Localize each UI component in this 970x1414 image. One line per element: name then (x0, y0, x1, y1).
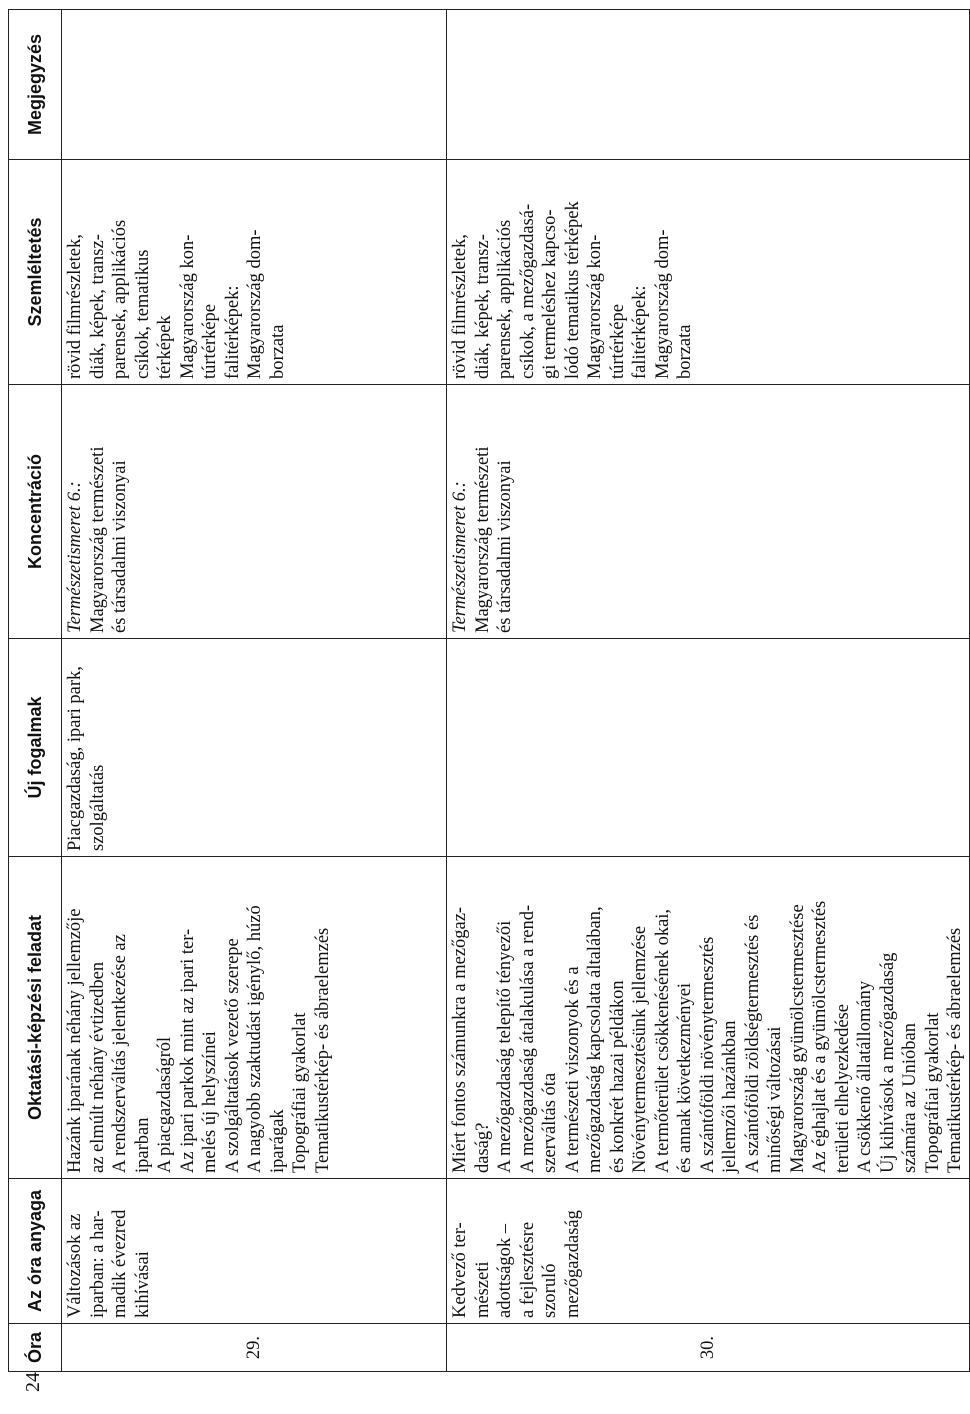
cell-line: Új kihívások a mezőgazdaság (877, 952, 898, 1173)
header-ora: Óra (9, 1324, 62, 1372)
cell-line: Magyarország dom- (245, 229, 265, 379)
cell-line: A piacgazdaságról (155, 1036, 175, 1173)
cell-line: diák, képek, transz- (472, 234, 493, 379)
cell-line: borzata (675, 324, 695, 379)
szemleltetes-cell (62, 160, 447, 385)
feladat-cell (447, 857, 970, 1179)
cell-line: A szántóföldi zöldségtermesztés és (742, 914, 763, 1173)
cell-line: a fejlesztésre (517, 1221, 538, 1318)
cell-line: Magyarország természeti (472, 446, 493, 633)
cell-line: mészeti (472, 1261, 493, 1318)
anyag-cell (447, 1179, 970, 1324)
cell-line: gi termeléshez kapcso- (540, 209, 560, 379)
cell-line: az elmúlt néhány évtizedben (87, 961, 108, 1173)
cell-line: melés új helyszínei (200, 1031, 220, 1173)
cell-line: Magyarország kon- (585, 234, 605, 379)
cell-line: számára az Unióban (900, 1023, 920, 1173)
koncentracio-cell (447, 385, 970, 639)
cell-line: A mezőgazdaság átalakulása a rend- (517, 904, 538, 1173)
header-megjegyzes: Megjegyzés (9, 10, 62, 160)
cell-line: A szántóföldi növénytermesztés (697, 936, 718, 1173)
cell-line: adottságok – (495, 1223, 515, 1318)
cell-line: térképek (155, 315, 175, 379)
cell-line: A rendszerváltás jelentkezése az (110, 934, 130, 1173)
cell-line: madik évezred (110, 1209, 130, 1318)
cell-line: iparban: a har- (87, 1210, 108, 1318)
header-feladat: Oktatási-képzési feladat (9, 857, 62, 1179)
cell-line: Hazánk iparának néhány jellemzője (65, 908, 85, 1173)
cell-line: iparágak (267, 1109, 288, 1173)
cell-line: daság? (472, 1122, 493, 1173)
cell-line: A mezőgazdaság telepítő tényezői (495, 920, 515, 1173)
cell-line: és konkrét hazai példákon (607, 980, 628, 1173)
cell-line: szerváltás óta (540, 1072, 560, 1173)
rotated-table-container (8, 10, 965, 1372)
cell-line: A természeti viszonyok és a (562, 966, 583, 1173)
cell-line: Piacgazdaság, ipari park, (65, 666, 85, 851)
cell-line: csíkok, a mezőgazdasá- (517, 203, 538, 379)
megjegyzes-cell (62, 10, 447, 160)
cell-line: kihívásai (132, 1251, 153, 1318)
cell-line: mezőgazdaság (562, 1210, 583, 1318)
cell-line: rövid filmrészletek, (65, 234, 85, 379)
cell-line: Magyarország természeti (87, 446, 108, 633)
cell-line: A csökkenő állatállomány (855, 980, 875, 1173)
cell-line: A termőterület csökkenésének okai, (652, 908, 673, 1173)
cell-line: Változások az (65, 1213, 85, 1318)
cell-line: Növénytermesztésünk jellemzése (630, 925, 650, 1173)
cell-line: falitérképek: (630, 285, 650, 379)
header-row (9, 10, 62, 1372)
header-anyag: Az óra anyaga (9, 1179, 62, 1324)
cell-line: diák, képek, transz- (87, 234, 108, 379)
szemleltetes-cell (447, 160, 970, 385)
cell-line: túrtérképe (607, 304, 628, 379)
ora-cell: 29. (62, 1324, 447, 1372)
cell-line: csíkok, tematikus (132, 249, 153, 379)
cell-line: Miért fontos számunkra a mezőgaz- (450, 906, 470, 1173)
header-szemleltetes: Szemléltetés (9, 160, 62, 385)
table-row (447, 10, 970, 1372)
feladat-cell (62, 857, 447, 1179)
cell-line: falitérképek: (222, 285, 243, 379)
cell-line: szoruló (540, 1263, 560, 1318)
cell-line: iparban (132, 1117, 153, 1173)
fogalmak-cell (447, 639, 970, 857)
cell-line: Az éghajlat és a gyümölcstermesztés (810, 900, 830, 1173)
cell-line: lódó tematikus térképek (562, 201, 583, 379)
cell-line: Topográfiai gyakorlat (290, 1012, 310, 1173)
cell-line: Tematikustérkép- és ábraelemzés (945, 927, 965, 1173)
cell-line: parensek, applikációs (110, 219, 130, 379)
page-number: 24 (22, 1372, 44, 1392)
cell-line: és annak következményei (675, 982, 695, 1173)
ora-cell: 30. (447, 1324, 970, 1372)
cell-line: és társadalmi viszonyai (110, 460, 130, 633)
cell-line: területi elhelyezkedése (832, 1004, 853, 1173)
cell-line: túrtérképe (200, 304, 220, 379)
lesson-plan-table (8, 9, 970, 1372)
cell-line: rövid filmrészletek, (450, 234, 470, 379)
cell-line: mezőgazdaság kapcsolata általában, (585, 906, 605, 1173)
megjegyzes-cell (447, 10, 970, 160)
cell-line: A nagyobb szaktudást igénylő, húzó (245, 905, 265, 1173)
koncentracio-title: Természetismeret 6.: (65, 481, 85, 633)
cell-line: Magyarország dom- (652, 229, 673, 379)
anyag-cell (62, 1179, 447, 1324)
cell-line: A szolgáltatások vezető szerepe (222, 938, 243, 1173)
cell-line: és társadalmi viszonyai (495, 460, 515, 633)
cell-line: Kedvező ter- (450, 1222, 470, 1318)
cell-line: Magyarország gyümölcstermesztése (787, 904, 808, 1173)
cell-line: Tematikustérkép- és ábraelemzés (312, 927, 333, 1173)
cell-line: minőségi változásai (765, 1026, 785, 1173)
table-row (62, 10, 447, 1372)
header-fogalmak: Új fogalmak (9, 639, 62, 857)
cell-line: jellemzői hazánkban (720, 1020, 740, 1173)
cell-line: borzata (267, 324, 288, 379)
koncentracio-title: Természetismeret 6.: (450, 481, 470, 633)
cell-line: parensek, applikációs (495, 219, 515, 379)
cell-line: Az ipari parkok mint az ipari ter- (177, 928, 198, 1173)
cell-line: Topográfiai gyakorlat (922, 1012, 943, 1173)
koncentracio-cell (62, 385, 447, 639)
header-koncentracio: Koncentráció (9, 385, 62, 639)
cell-line: szolgáltatás (87, 764, 108, 851)
cell-line: Magyarország kon- (177, 234, 198, 379)
fogalmak-cell (62, 639, 447, 857)
